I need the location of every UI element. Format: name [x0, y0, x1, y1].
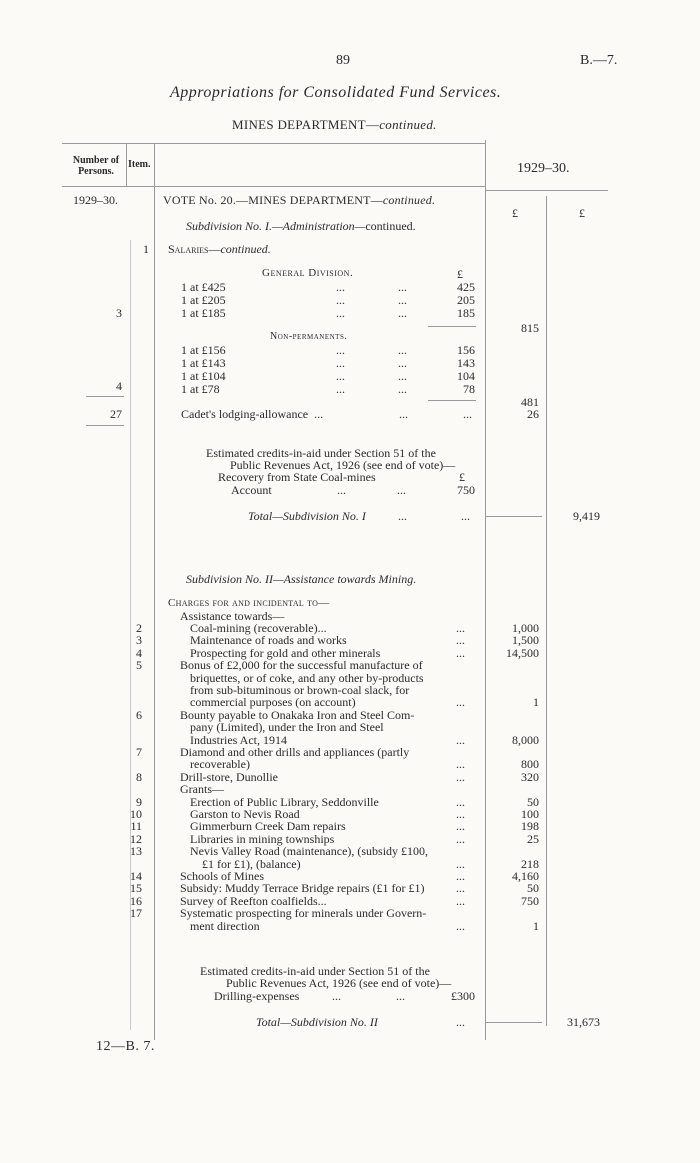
item-header: Item. — [128, 159, 151, 170]
dot-leader: ... — [456, 869, 465, 883]
item-description-line: commercial purposes (on account) — [190, 695, 356, 710]
salary-line-value: 185 — [457, 306, 475, 320]
item-description-line: Industries Act, 1914 — [190, 732, 287, 747]
item-amount: 25 — [527, 831, 539, 846]
item-number: 5 — [136, 658, 142, 673]
item-number: 7 — [136, 745, 142, 759]
dot-leader: ... — [398, 356, 407, 370]
subdivision-2-title: Subdivision No. II—Assistance towards Mining. — [186, 572, 417, 586]
salary-line-label: 1 at £185 — [181, 306, 226, 320]
year-header: 1929–30. — [517, 161, 570, 176]
item-number: 15 — [130, 881, 142, 896]
dot-leader: ... — [456, 769, 465, 784]
header-bottom-rule — [62, 186, 486, 187]
persons-item-divider — [126, 143, 127, 186]
dot-leader: ... — [398, 306, 407, 320]
dot-leader: ... — [456, 881, 465, 896]
item-amount: 50 — [527, 881, 539, 896]
item-amount: 750 — [521, 893, 539, 908]
cadet-allowance-label: Cadet's lodging-allowance ... ... ... — [181, 407, 472, 421]
item-amount: 50 — [527, 794, 539, 809]
credits2-value: £300 — [451, 989, 475, 1003]
dot-leader: ... — [336, 293, 345, 307]
item-description-line: Nevis Valley Road (maintenance), (subsidy £100, — [190, 844, 429, 859]
item-number: 16 — [130, 893, 142, 908]
item-number: 8 — [136, 769, 142, 784]
item-description-line: Erection of Public Library, Seddonville — [190, 794, 379, 809]
credits1-line2: Public Revenues Act, 1926 (see end of vote)— — [230, 458, 456, 472]
item-description-line: Subsidy: Muddy Terrace Bridge repairs (£1 for £1) — [180, 881, 425, 896]
document-reference: B.—7. — [580, 53, 618, 68]
gd-persons: 3 — [116, 306, 122, 320]
item-number: 17 — [130, 906, 142, 921]
item-description-line: pany (Limited), under the Iron and Steel — [190, 720, 384, 735]
total-persons: 27 — [110, 407, 122, 421]
credits1-value: 750 — [457, 483, 475, 497]
total1-leader-b: ... — [461, 509, 470, 523]
item-description-line: briquettes, or of coke, and any other by-products — [190, 670, 424, 685]
total-subdivision-1-label: Total—Subdivision No. I — [248, 509, 366, 523]
dot-leader: ... — [336, 369, 345, 383]
credits2-line3: Drilling-expenses ... ... — [214, 989, 405, 1003]
dot-leader: ... — [398, 343, 407, 357]
salary-line-value: 205 — [457, 293, 475, 307]
pound-sign-col2: £ — [579, 206, 585, 220]
dot-leader: ... — [398, 369, 407, 383]
np-persons: 4 — [116, 379, 122, 393]
dot-leader: ... — [398, 382, 407, 396]
item-description-line: Prospecting for gold and other minerals — [190, 645, 381, 660]
persons-total-rule — [86, 425, 124, 426]
item-description-line: Diamond and other drills and appliances (partly — [180, 745, 410, 759]
item-description-line: Libraries in mining townships — [190, 831, 335, 846]
dot-leader: ... — [456, 757, 465, 772]
dot-leader: ... — [336, 382, 345, 396]
salary-line-value: 78 — [463, 382, 475, 396]
amount-subcolumn-rule — [546, 196, 547, 1026]
total-subdivision-1-value: 9,419 — [573, 509, 600, 523]
salary-line-label: 1 at £104 — [181, 369, 226, 383]
charges-heading: Charges for and incidental to— — [168, 597, 330, 609]
dot-leader: ... — [456, 918, 465, 933]
assistance-heading: Assistance towards— — [180, 609, 285, 623]
dot-leader: ... — [456, 633, 465, 648]
item-amount: 8,000 — [512, 732, 539, 747]
dot-leader: ... — [456, 695, 465, 710]
total2-leader: ... — [456, 1015, 465, 1029]
item-description-line: recoverable) — [190, 757, 250, 772]
item-description-line: Garston to Nevis Road — [190, 807, 300, 821]
dot-leader: ... — [456, 732, 465, 747]
credits2-line1: Estimated credits-in-aid under Section 51 of the — [200, 964, 430, 978]
dot-leader: ... — [336, 306, 345, 320]
dot-leader: ... — [398, 280, 407, 294]
item-text-divider — [154, 143, 155, 1040]
item-description-line: Survey of Reefton coalfields... — [180, 893, 327, 908]
item-number: 1 — [143, 242, 149, 256]
item-amount: 1 — [533, 918, 539, 933]
item-description-line: Bounty payable to Onakaka Iron and Steel Com- — [180, 707, 415, 722]
dot-leader: ... — [456, 621, 465, 635]
item-number: 3 — [136, 633, 142, 648]
pound-sign-col1: £ — [512, 206, 518, 220]
subdivision-1-title: Subdivision No. I.—Administration—continued. — [186, 219, 416, 233]
item-amount: 800 — [521, 757, 539, 772]
salary-line-value: 104 — [457, 369, 475, 383]
item-amount: 100 — [521, 807, 539, 821]
np-total: 481 — [521, 395, 539, 409]
item-number: 12 — [130, 831, 142, 846]
dot-leader: ... — [456, 831, 465, 846]
item-description-line: from sub-bituminous or brown-coal slack, for — [190, 683, 410, 697]
dot-leader: ... — [456, 807, 465, 821]
credits1-line1: Estimated credits-in-aid under Section 51 of the — [206, 446, 436, 460]
item-number: 14 — [130, 869, 142, 883]
cadet-allowance-value: 26 — [527, 407, 539, 421]
item-description-line: Drill-store, Dunollie — [180, 769, 278, 784]
dot-leader: ... — [456, 893, 465, 908]
item-description-line: ment direction — [190, 918, 260, 933]
persons-year: 1929–30. — [73, 193, 118, 207]
salary-line-label: 1 at £205 — [181, 293, 226, 307]
dot-leader: ... — [398, 293, 407, 307]
item-amount: 218 — [521, 856, 539, 871]
salary-line-label: 1 at £78 — [181, 382, 220, 396]
number-persons-header: Number of Persons. — [72, 155, 120, 177]
salary-line-label: 1 at £143 — [181, 356, 226, 370]
vote-title: VOTE No. 20.—MINES DEPARTMENT—continued. — [163, 193, 436, 207]
item-description-line: Systematic prospecting for minerals under Govern- — [180, 906, 427, 921]
item-number: 4 — [136, 645, 142, 660]
pound-sign-inner: £ — [457, 267, 463, 281]
total1-rule — [486, 516, 542, 517]
dot-leader: ... — [456, 856, 465, 871]
dot-leader: ... — [336, 343, 345, 357]
dot-leader: ... — [336, 280, 345, 294]
general-division-heading: General Division. — [262, 267, 354, 279]
gd-total: 815 — [521, 321, 539, 335]
item-amount: 198 — [521, 819, 539, 834]
total-subdivision-2-label: Total—Subdivision No. II — [256, 1015, 378, 1029]
item-amount: 1,500 — [512, 633, 539, 648]
salary-line-label: 1 at £156 — [181, 343, 226, 357]
credits2-line2: Public Revenues Act, 1926 (see end of vote)— — [226, 976, 452, 990]
item-amount: 14,500 — [506, 645, 539, 660]
item-number: 9 — [136, 794, 142, 809]
item-description-line: Schools of Mines — [180, 869, 264, 883]
dot-leader: ... — [456, 794, 465, 809]
salaries-heading: Salaries—continued. — [168, 242, 271, 256]
non-permanents-heading: Non-permanents. — [270, 331, 348, 342]
item-description-line: Coal-mining (recoverable)... — [190, 621, 327, 635]
item-description-line: £1 for £1), (balance) — [202, 856, 301, 871]
dot-leader: ... — [336, 356, 345, 370]
item-description-line: Bonus of £2,000 for the successful manufacture of — [180, 658, 423, 673]
credits1-line4: Account ... ... — [231, 483, 406, 497]
item-amount: 320 — [521, 769, 539, 784]
dot-leader: ... — [456, 819, 465, 834]
page-title: Appropriations for Consolidated Fund Services. — [170, 84, 502, 101]
item-number: 6 — [136, 707, 142, 722]
item-number: 11 — [130, 819, 142, 834]
page-number: 89 — [336, 53, 350, 68]
dot-leader: ... — [456, 645, 465, 660]
salary-line-value: 156 — [457, 343, 475, 357]
item-number: 10 — [130, 807, 142, 821]
item-amount: 4,160 — [512, 869, 539, 883]
non-permanents-sum-rule — [428, 400, 476, 401]
page-signature: 12—B. 7. — [96, 1039, 155, 1054]
item-description-line: Maintenance of roads and works — [190, 633, 347, 648]
item-amount: 1 — [533, 695, 539, 710]
total2-rule — [486, 1022, 542, 1023]
department-heading: MINES DEPARTMENT—continued. — [232, 117, 437, 132]
salary-line-label: 1 at £425 — [181, 280, 226, 294]
total-subdivision-2-value: 31,673 — [567, 1015, 600, 1029]
pound-sign-credits: £ — [459, 470, 465, 484]
credits1-line3: Recovery from State Coal-mines — [218, 470, 376, 484]
item-amount: 1,000 — [512, 621, 539, 635]
salary-line-value: 425 — [457, 280, 475, 294]
total1-leader-a: ... — [398, 509, 407, 523]
persons-sum-rule — [86, 396, 124, 397]
salary-line-value: 143 — [457, 356, 475, 370]
general-division-sum-rule — [428, 326, 476, 327]
year-header-rule — [486, 190, 608, 191]
grants-heading: Grants— — [180, 782, 224, 797]
item-description-line: Gimmerburn Creek Dam repairs — [190, 819, 346, 834]
item-number: 13 — [130, 844, 142, 859]
item-number: 2 — [136, 621, 142, 635]
